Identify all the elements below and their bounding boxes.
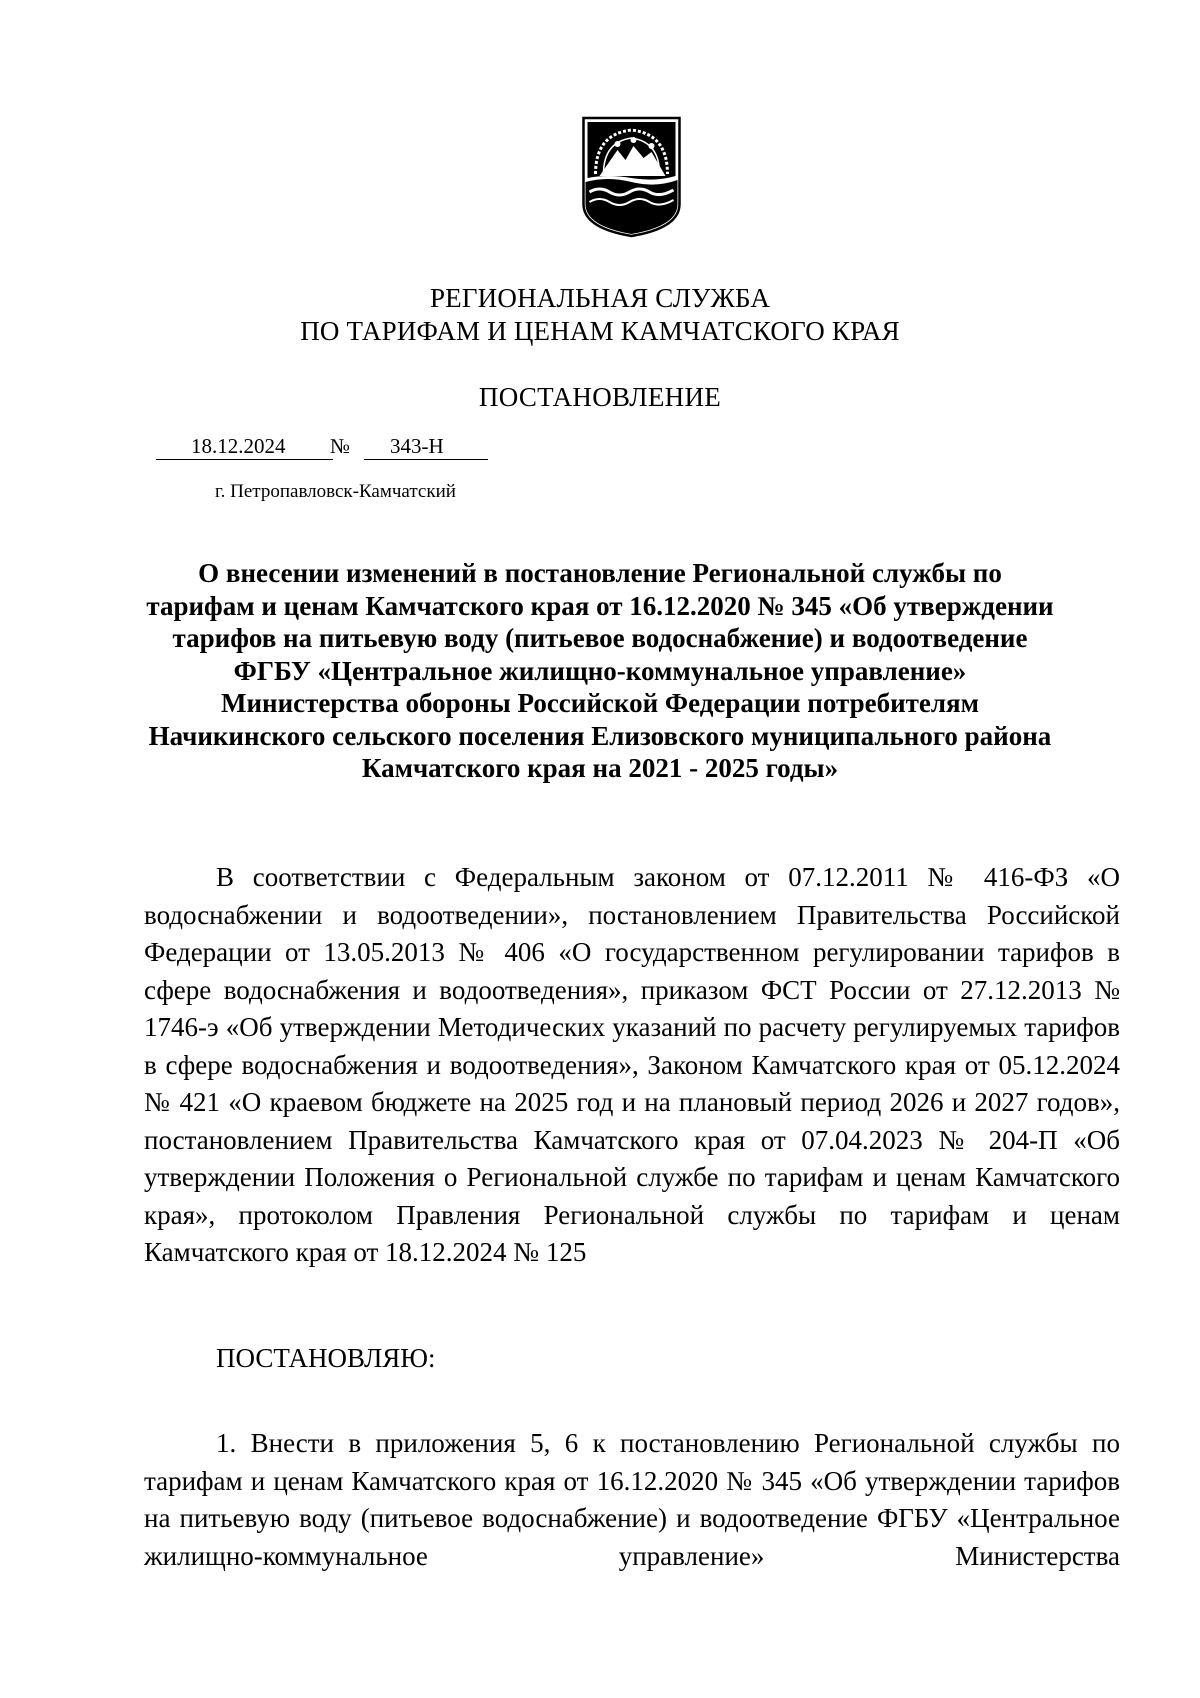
title-line: тарифам и ценам Камчатского края от 16.12.2020 № 345 «Об утверждении xyxy=(146,590,1054,621)
title-line: О внесении изменений в постановление Региональной службы по xyxy=(198,558,1002,588)
title-line: тарифов на питьевую воду (питьевое водоснабжение) и водоотведение xyxy=(172,623,1028,653)
resolve-heading: ПОСТАНОВЛЯЮ: xyxy=(216,1343,436,1373)
kamchatka-coat-of-arms-icon xyxy=(581,116,682,238)
city: г. Петропавловск-Камчатский xyxy=(215,481,456,502)
number-sign: № xyxy=(330,434,351,458)
document-number: 343-Н xyxy=(390,434,444,458)
preamble xyxy=(144,859,1120,1272)
document-type: ПОСТАНОВЛЕНИЕ xyxy=(478,382,722,412)
item-1-paragraph: 1. Внести в приложения 5, 6 к постановлению Региональной службы по тарифам и ценам Камчатского края от 16.12.2020 № 345 «Об утверждении тарифов на питьевую воду (питьевое водоснабжение) и водоотведение ФГБУ «Центральное жилищно-коммунальное управление» Министерства xyxy=(144,1428,1120,1571)
org-name-line-1: РЕГИОНАЛЬНАЯ СЛУЖБА xyxy=(429,283,771,313)
document-date: 18.12.2024 xyxy=(191,434,286,458)
title-line: Начикинского сельского поселения Елизовского муниципального района xyxy=(148,720,1052,751)
document-title xyxy=(0,557,1200,785)
preamble-paragraph: В соответствии с Федеральным законом от 07.12.2011 № 416-ФЗ «О водоснабжении и водоотведении», постановлением Правительства Российской Федерации от 13.05.2013 № 406 «О государственном регулировании тарифов в сфере водоснабжения и водоотведения», приказом ФСТ России от 27.12.2013 № 1746-э «Об утверждении Методических указаний по расчету регулируемых тарифов в сфере водоснабжения и водоотведения», Законом Камчатского края от 05.12.2024 № 421 «О краевом бюджете на 2025 год и на плановый период 2026 и 2027 годов», постановлением Правительства Камчатского края от 07.04.2023 № 204-П «Об утверждении Положения о Региональной службе по тарифам и ценам Камчатского края», протоколом Правления Региональной службы по тарифам и ценам Камчатского края от 18.12.2024 № 125 xyxy=(144,862,1120,1267)
org-name-line-2: ПО ТАРИФАМ И ЦЕНАМ КАМЧАТСКОГО КРАЯ xyxy=(300,316,900,346)
title-line: Министерства обороны Российской Федерации потребителям xyxy=(220,688,980,718)
item-1 xyxy=(144,1425,1120,1575)
title-line: Камчатского края на 2021 - 2025 годы» xyxy=(361,753,839,783)
title-line: ФГБУ «Центральное жилищно-коммунальное управление» xyxy=(233,655,967,686)
